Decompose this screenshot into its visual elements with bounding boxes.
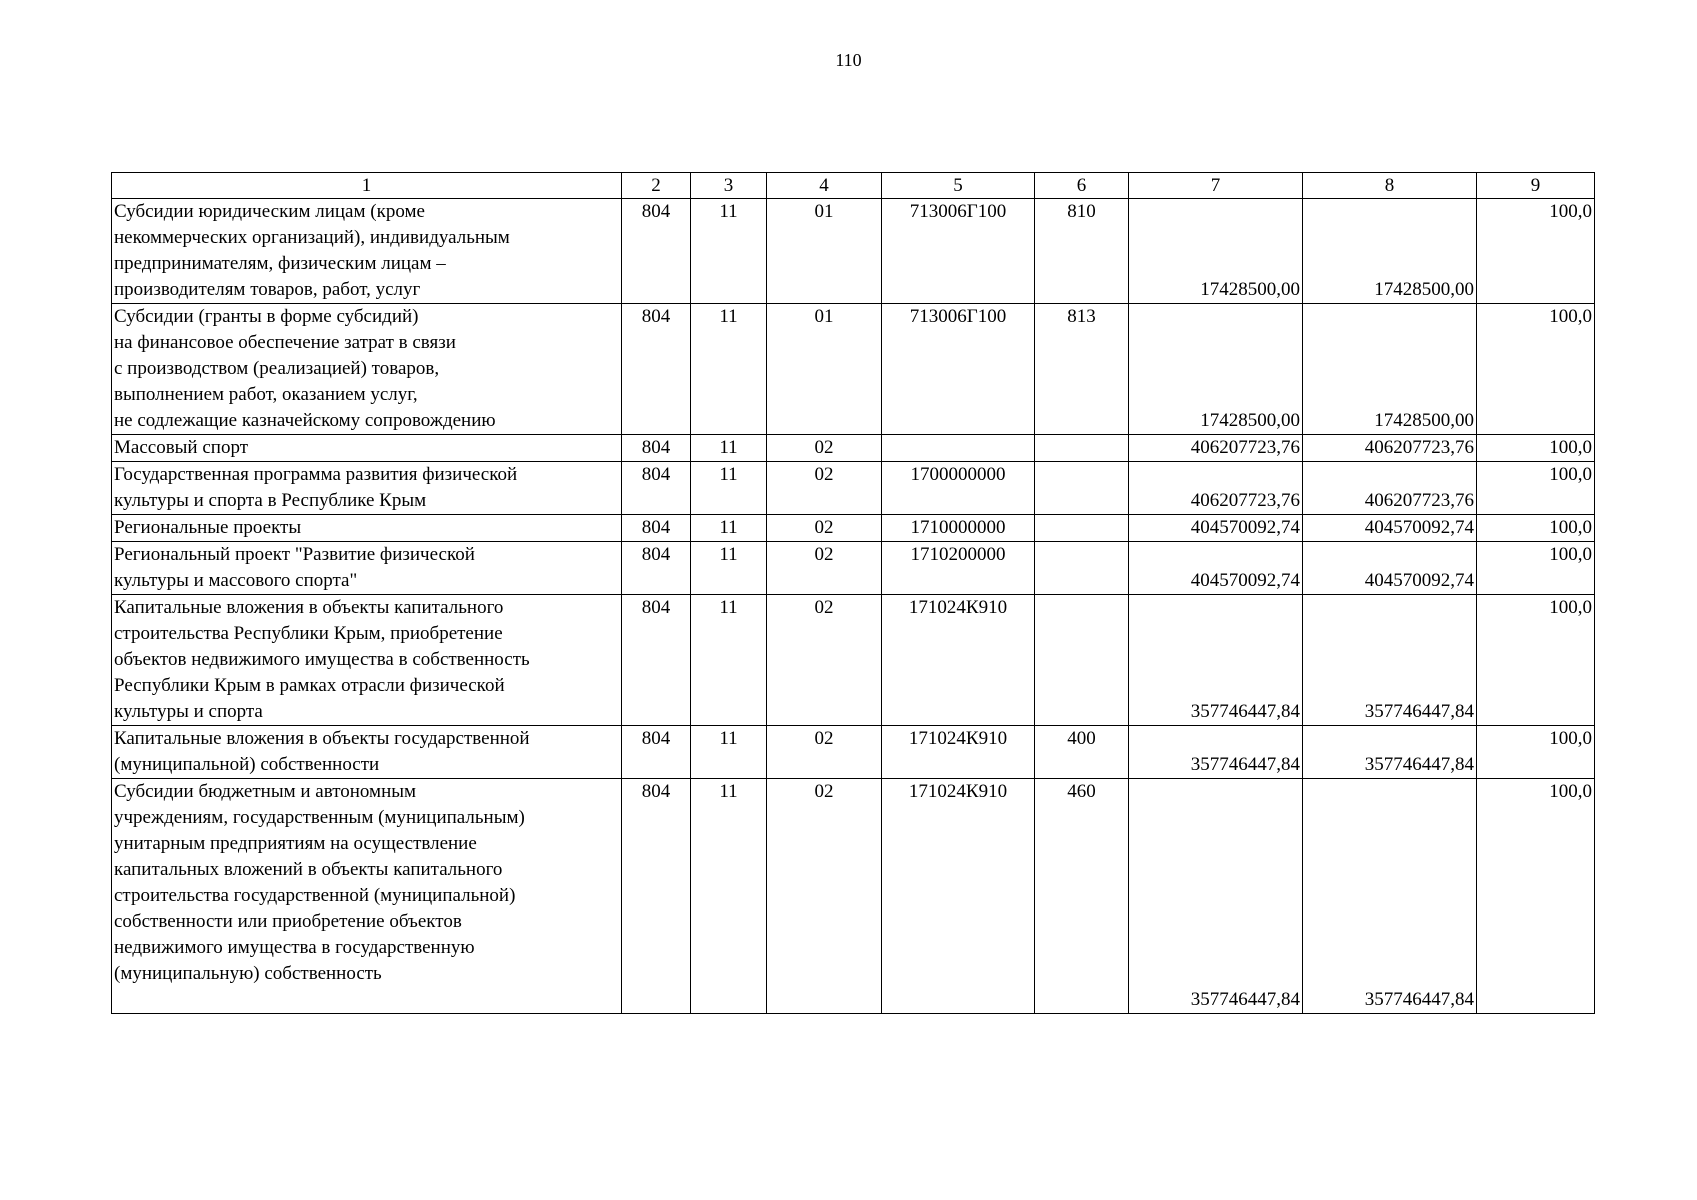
planned-amount: 357746447,84	[1129, 779, 1303, 1014]
department-code: 804	[622, 726, 691, 779]
column-header: 7	[1129, 173, 1303, 199]
subsection-code: 02	[767, 435, 882, 462]
department-code: 804	[622, 515, 691, 542]
row-name: Капитальные вложения в объекты капитального строительства Республики Крым, приобретение объектов недвижимого имущества в собственность Республики Крым в рамках отрасли физической культуры и спорта	[112, 595, 622, 726]
department-code: 804	[622, 435, 691, 462]
executed-amount: 357746447,84	[1303, 595, 1477, 726]
row-name: Региональный проект "Развитие физической культуры и массового спорта"	[112, 542, 622, 595]
department-code: 804	[622, 779, 691, 1014]
column-header: 5	[882, 173, 1035, 199]
execution-percent: 100,0	[1477, 462, 1595, 515]
table-row	[112, 595, 1595, 726]
planned-amount: 17428500,00	[1129, 199, 1303, 304]
expense-type-code	[1035, 462, 1129, 515]
section-code: 11	[691, 462, 767, 515]
expense-type-code: 460	[1035, 779, 1129, 1014]
executed-amount: 404570092,74	[1303, 515, 1477, 542]
section-code: 11	[691, 779, 767, 1014]
executed-amount: 406207723,76	[1303, 462, 1477, 515]
department-code: 804	[622, 542, 691, 595]
execution-percent: 100,0	[1477, 595, 1595, 726]
target-article-code: 171024К910	[882, 595, 1035, 726]
expense-type-code: 810	[1035, 199, 1129, 304]
expense-type-code	[1035, 435, 1129, 462]
row-name: Капитальные вложения в объекты государственной (муниципальной) собственности	[112, 726, 622, 779]
executed-amount: 17428500,00	[1303, 199, 1477, 304]
table-row	[112, 542, 1595, 595]
expense-type-code: 400	[1035, 726, 1129, 779]
subsection-code: 02	[767, 515, 882, 542]
executed-amount: 406207723,76	[1303, 435, 1477, 462]
table-row	[112, 462, 1595, 515]
table-row	[112, 726, 1595, 779]
executed-amount: 17428500,00	[1303, 304, 1477, 435]
planned-amount: 404570092,74	[1129, 542, 1303, 595]
row-name: Субсидии юридическим лицам (кроме некоммерческих организаций), индивидуальным предпринимателям, физическим лицам – производителям товаров, работ, услуг	[112, 199, 622, 304]
column-header: 2	[622, 173, 691, 199]
row-name: Субсидии бюджетным и автономным учреждениям, государственным (муниципальным) унитарным предприятиям на осуществление капитальных вложений в объекты капитального строительства государственной (муниципальной) собственности или приобретение объектов недвижимого имущества в государственную (муниципальную) собственность	[112, 779, 622, 1014]
expense-type-code	[1035, 595, 1129, 726]
executed-amount: 357746447,84	[1303, 726, 1477, 779]
target-article-code	[882, 435, 1035, 462]
planned-amount: 406207723,76	[1129, 462, 1303, 515]
section-code: 11	[691, 199, 767, 304]
planned-amount: 406207723,76	[1129, 435, 1303, 462]
table-row	[112, 435, 1595, 462]
target-article-code: 171024К910	[882, 779, 1035, 1014]
target-article-code: 713006Г100	[882, 304, 1035, 435]
planned-amount: 357746447,84	[1129, 726, 1303, 779]
expense-type-code: 813	[1035, 304, 1129, 435]
subsection-code: 02	[767, 779, 882, 1014]
section-code: 11	[691, 542, 767, 595]
department-code: 804	[622, 595, 691, 726]
execution-percent: 100,0	[1477, 726, 1595, 779]
target-article-code: 171024К910	[882, 726, 1035, 779]
target-article-code: 1700000000	[882, 462, 1035, 515]
planned-amount: 17428500,00	[1129, 304, 1303, 435]
target-article-code: 1710200000	[882, 542, 1035, 595]
execution-percent: 100,0	[1477, 779, 1595, 1014]
department-code: 804	[622, 304, 691, 435]
column-number-row	[112, 173, 1595, 199]
budget-table	[111, 172, 1595, 1014]
subsection-code: 01	[767, 199, 882, 304]
executed-amount: 404570092,74	[1303, 542, 1477, 595]
row-name: Государственная программа развития физической культуры и спорта в Республике Крым	[112, 462, 622, 515]
subsection-code: 01	[767, 304, 882, 435]
row-name: Региональные проекты	[112, 515, 622, 542]
column-header: 9	[1477, 173, 1595, 199]
section-code: 11	[691, 726, 767, 779]
execution-percent: 100,0	[1477, 542, 1595, 595]
column-header: 3	[691, 173, 767, 199]
table-row	[112, 515, 1595, 542]
execution-percent: 100,0	[1477, 435, 1595, 462]
section-code: 11	[691, 435, 767, 462]
execution-percent: 100,0	[1477, 199, 1595, 304]
department-code: 804	[622, 462, 691, 515]
department-code: 804	[622, 199, 691, 304]
column-header: 4	[767, 173, 882, 199]
table-row	[112, 304, 1595, 435]
column-header: 6	[1035, 173, 1129, 199]
execution-percent: 100,0	[1477, 515, 1595, 542]
page-number: 110	[835, 50, 862, 70]
column-header: 1	[112, 173, 622, 199]
table-row	[112, 779, 1595, 1014]
subsection-code: 02	[767, 542, 882, 595]
subsection-code: 02	[767, 462, 882, 515]
section-code: 11	[691, 515, 767, 542]
row-name: Массовый спорт	[112, 435, 622, 462]
column-header: 8	[1303, 173, 1477, 199]
executed-amount: 357746447,84	[1303, 779, 1477, 1014]
section-code: 11	[691, 595, 767, 726]
row-name: Субсидии (гранты в форме субсидий) на финансовое обеспечение затрат в связи с производством (реализацией) товаров, выполнением работ, оказанием услуг, не содлежащие казначейскому сопровождению	[112, 304, 622, 435]
section-code: 11	[691, 304, 767, 435]
expense-type-code	[1035, 542, 1129, 595]
execution-percent: 100,0	[1477, 304, 1595, 435]
expense-type-code	[1035, 515, 1129, 542]
planned-amount: 357746447,84	[1129, 595, 1303, 726]
target-article-code: 1710000000	[882, 515, 1035, 542]
table-row	[112, 199, 1595, 304]
planned-amount: 404570092,74	[1129, 515, 1303, 542]
subsection-code: 02	[767, 595, 882, 726]
subsection-code: 02	[767, 726, 882, 779]
target-article-code: 713006Г100	[882, 199, 1035, 304]
